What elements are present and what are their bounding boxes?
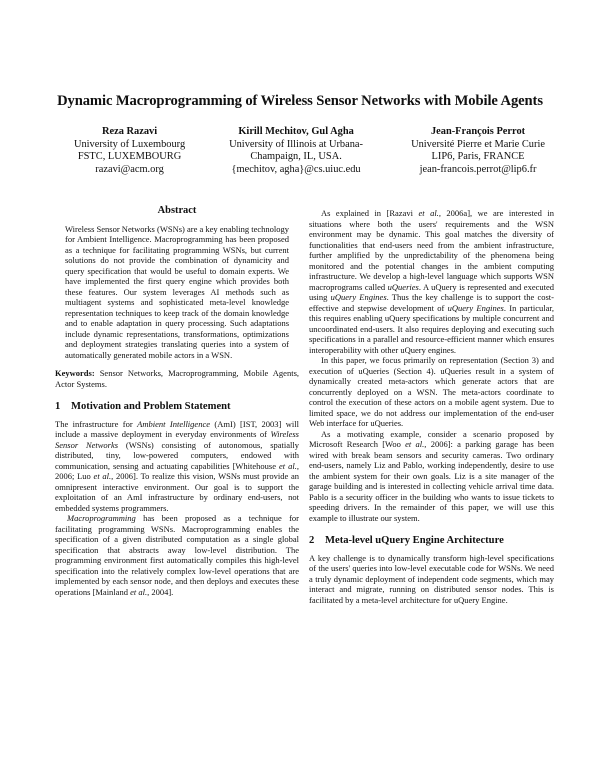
text-run: As explained in [Razavi: [321, 208, 419, 218]
author-3: [391, 126, 565, 176]
section-title: Meta-level uQuery Engine Architecture: [325, 535, 504, 546]
text-run: . A uQuery is represented and executed using: [309, 281, 554, 302]
section-1-paragraph-1: [55, 419, 299, 514]
right-paragraph-3: [309, 429, 554, 524]
text-run: has been proposed as a technique for facilitating programming WSNs. Macroprogramming enables the specification of a given distributed computation as a single global specification that abstracts away low-level distribution. The programming environment first automatically compiles this high-level specification into the relatively complex low-level operations that are implemented by each sensor node, and then deploys and executes these operations [Mainland: [55, 513, 299, 597]
right-paragraph-1: [309, 208, 554, 355]
text-run: (WSNs) consisting of autonomous, spatially distributed, tiny, low-powered computers, endowed with communication, sensing and actuating capabilities [Whitehouse: [55, 439, 300, 471]
italic-run: Ambient Intelligence: [137, 418, 210, 429]
text-run: (AmI) [IST, 2003] will include a massive deployment in everyday environments of: [55, 418, 299, 439]
italic-run: et al.: [279, 460, 297, 471]
text-run: , 2006]: a parking garage has been wired with break beam sensors and security cameras. Two ordinary end-users, namely Liz and Pablo, working independently, desire to use the ambient system for their own goals. Liz is a site manager of the garage building and is interested in collecting vehicle arrival time data. Pablo is a security officer in the building who wants to issue tickets to speeding drivers. In the remainder of this paper, we will use this example to illustrate our system.: [309, 439, 554, 523]
right-column: [309, 208, 554, 605]
italic-run: et al.: [130, 586, 148, 597]
section-2-paragraph-1: A key challenge is to dynamically transform high-level specifications of the users' queries into low-level executable code for WSNs. We need a truly dynamic deployment of independent code segments, which may interact and migrate, running on distributed sensor nodes. This is facilitated by a meta-level architecture for uQuery Engine.: [309, 552, 554, 605]
author-name: Jean-François Perrot: [430, 126, 526, 137]
italic-run: uQuery Engines: [330, 292, 387, 302]
italic-run: et al.: [418, 208, 439, 218]
author-affiliation: FSTC, LUXEMBOURG: [77, 151, 182, 163]
author-name: Reza Razavi: [101, 126, 158, 137]
section-number: 1: [55, 401, 61, 412]
author-name: Kirill Mechitov, Gul Agha: [238, 126, 354, 137]
author-affiliation: LIP6, Paris, FRANCE: [431, 151, 525, 163]
section-title: Motivation and Problem Statement: [71, 401, 231, 412]
author-1: [55, 126, 204, 176]
right-paragraph-2: In this paper, we focus primarily on representation (Section 3) and execution of uQueries (Section 4). uQueries result in a system of dynamically created meta-actors which generate actors that are concurrently deployed on a WSN. The meta-actors coordinate to control the execution of these actors on a mobile agent system. Due to limited space, we do not address our implementation of the end-user Web interface for uQueries.: [309, 355, 554, 428]
italic-run: uQueries: [387, 281, 419, 292]
italic-run: Macroprogramming: [67, 513, 136, 523]
text-run: , 2004].: [147, 586, 174, 597]
author-block: [55, 126, 565, 176]
text-run: . Thus the key challenge is to support the cost-effective and stepwise development of: [309, 292, 554, 313]
section-1-paragraph-2: [55, 513, 299, 597]
author-affiliation: Champaign, IL, USA.: [250, 151, 342, 163]
section-number: 2: [309, 535, 315, 546]
text-run: , 2006]. To realize this vision, WSNs must provide an omnipresent interactive environment. Our goal is to support the exploitation of an AmI infrastructure by ordinary end-users, not embedded systems programmers.: [55, 471, 300, 513]
italic-run: et al.: [93, 471, 112, 481]
italic-run: et al.: [405, 439, 425, 449]
italic-run: Wireless Sensor Networks: [55, 429, 299, 450]
italic-run: uQuery Engines: [447, 302, 504, 313]
author-affiliation: University of Luxembourg: [73, 138, 186, 150]
keywords: [55, 368, 299, 389]
author-email: razavi@acm.org: [95, 163, 164, 175]
author-2: [209, 126, 383, 176]
text-run: As a motivating example, consider a scenario proposed by Microsoft Research [Woo: [309, 428, 554, 449]
left-column: [55, 206, 299, 597]
author-affiliation: Université Pierre et Marie Curie: [411, 138, 545, 150]
text-run: , 2006; Luo: [55, 460, 299, 481]
keywords-text: Sensor Networks, Macroprogramming, Mobile Agents, Actor Systems.: [55, 368, 299, 389]
abstract-text: Wireless Sensor Networks (WSNs) are a key enabling technology for Ambient Intelligence. Macroprogramming has been proposed as a technique for facilitating programming WSNs, but current solutions do not provide the combination of dynamicity and query specification that would be useful to domain experts. We have implemented the first query engine which provides both these features. Our system leverages AI methods such as multiagent systems and sophisticated meta-level knowledge representation techniques to keep track of the domain knowledge and to enable adaptation in query processing. Such adaptations include dynamic representations, transformations, optimizations and deployment strategies translating queries into a system of automatically generated mobile actors in a WSN.: [65, 223, 289, 360]
author-email: {mechitov, agha}@cs.uiuc.edu: [231, 163, 361, 175]
text-run: . In particular, this requires enabling uQuery specifications by multiple concurrent and uncoordinated end-users. It also requires deploying and executing such specifications in a parallel and resource-efficient manner which ensures interoperability with other uQuery engines.: [309, 302, 554, 355]
section-2-heading: [309, 536, 554, 547]
section-1-heading: [55, 402, 299, 413]
text-run: The infrastructure for: [55, 418, 138, 429]
author-email: jean-francois.perrot@lip6.fr: [419, 163, 537, 175]
keywords-label: Keywords:: [55, 368, 95, 378]
author-affiliation: University of Illinois at Urbana-: [229, 138, 364, 150]
abstract-heading: Abstract: [157, 205, 197, 216]
paper-title: Dynamic Macroprogramming of Wireless Sensor Networks with Mobile Agents: [57, 93, 543, 109]
text-run: , 2006a], we are interested in situations where both the users' requirements and the WSN environment may be dynamic. This goal matches the diversity of functionalities that end-users need from the ambient infrastructure, further amplified by the unpredictability of the phenomena being monitored and the potential changes in the ambient computing infrastructure. We develop a high-level language which supports WSN macroprograms called: [309, 208, 555, 292]
